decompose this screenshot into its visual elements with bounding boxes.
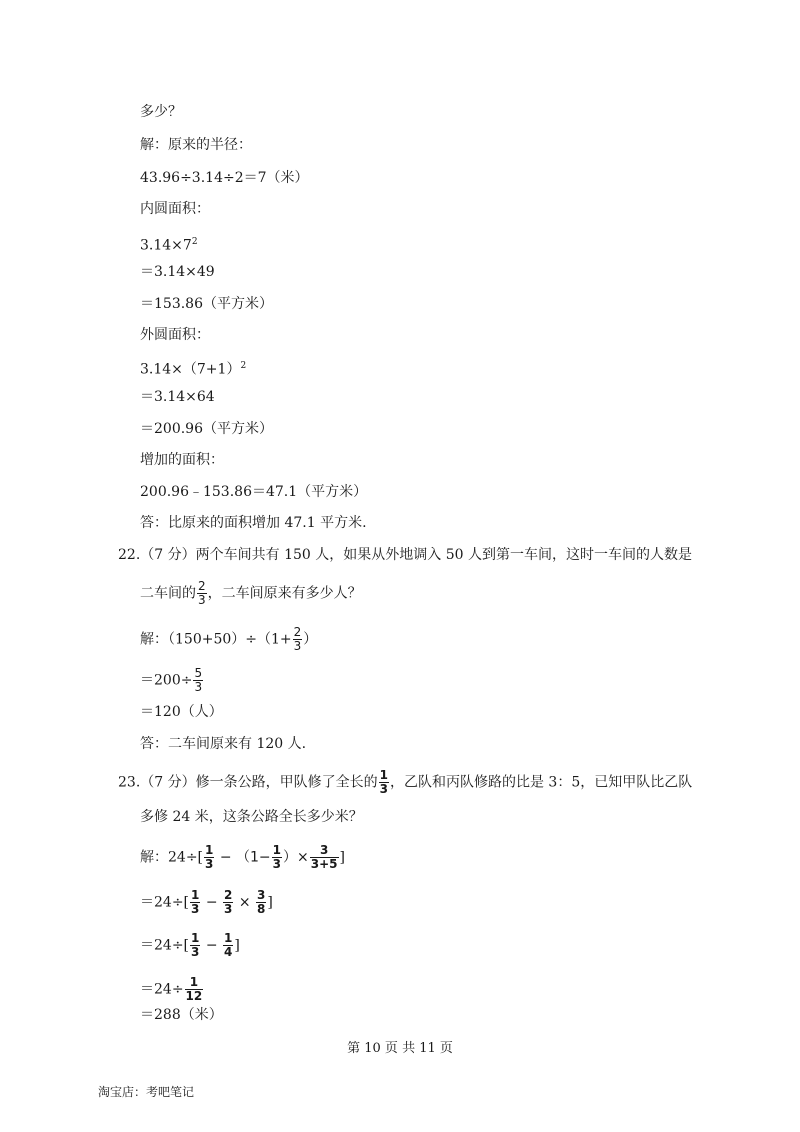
q22-line-3-text-a: 解：（150+50）÷（1+	[140, 631, 292, 648]
q23-line-4	[140, 889, 273, 916]
q23-line-4-text-a: ＝24÷[	[140, 894, 190, 911]
q22-fraction-two-thirds	[197, 580, 207, 607]
q21-line-5: ＝3.14×49	[140, 264, 215, 280]
fraction-denominator: 3	[293, 639, 302, 653]
q21-line-8-base: 3.14×（7+1）	[140, 361, 241, 378]
q23-line-1	[118, 769, 692, 796]
q22-line-3-fraction	[293, 626, 303, 653]
q22-line-4-fraction	[193, 667, 203, 694]
q21-line-1: 解：原来的半径：	[140, 137, 252, 153]
fraction-numerator: 1	[205, 843, 214, 857]
q23-line-6	[140, 976, 204, 1003]
q23-line-4-fraction-3	[256, 889, 266, 916]
q22-line-2-text-b: ，二车间原来有多少人？	[207, 585, 362, 602]
q23-line-3	[140, 844, 345, 871]
q23-line-5-fraction-2	[223, 932, 233, 959]
q23-line-3-text-a: 解：24÷[	[140, 849, 204, 866]
q21-line-4-exponent: 2	[191, 237, 198, 247]
fraction-numerator: 1	[272, 843, 282, 857]
q22-line-2	[140, 580, 362, 607]
q21-line-8-exponent: 2	[240, 361, 247, 371]
q21-line-2: 43.96÷3.14÷2＝7（米）	[140, 170, 309, 186]
q21-line-6: ＝153.86（平方米）	[140, 296, 273, 312]
q21-line-12: 200.96﹣153.86＝47.1（平方米）	[140, 484, 368, 500]
q22-line-3	[140, 626, 317, 653]
q23-line-5-text-a: ＝24÷[	[140, 937, 190, 954]
q22-line-2-text-a: 二车间的	[140, 585, 196, 602]
q23-line-1-text-a: 23.（7 分）修一条公路，甲队修了全长的	[118, 774, 378, 791]
fraction-denominator: 8	[257, 902, 266, 916]
q21-line-8	[140, 356, 246, 380]
q21-line-4	[140, 232, 198, 256]
shop-watermark: 淘宝店：考吧笔记	[98, 1085, 195, 1099]
fraction-numerator: 3	[257, 888, 266, 902]
fraction-denominator: 3	[205, 857, 214, 871]
fraction-numerator: 5	[194, 666, 203, 680]
fraction-numerator: 1	[224, 931, 233, 945]
fraction-denominator: 3	[198, 593, 206, 607]
fraction-denominator: 3	[224, 902, 233, 916]
q21-line-13: 答：比原来的面积增加 47.1 平方米.	[140, 515, 367, 531]
q23-line-3-fraction-1	[204, 844, 214, 871]
fraction-numerator: 1	[191, 931, 200, 945]
fraction-numerator: 2	[293, 625, 302, 639]
q23-line-6-fraction	[185, 976, 204, 1003]
fraction-numerator: 3	[310, 844, 339, 858]
fraction-numerator: 2	[224, 888, 233, 902]
q21-line-9: ＝3.14×64	[140, 389, 215, 405]
q21-line-4-base: 3.14×7	[140, 237, 192, 254]
q23-line-4-text-x: ×	[234, 894, 256, 911]
fraction-denominator: 3+5	[310, 857, 338, 871]
q21-line-10: ＝200.96（平方米）	[140, 421, 273, 437]
q22-line-5: ＝120（人）	[140, 704, 223, 720]
fraction-denominator: 3	[191, 902, 200, 916]
q23-line-6-text-a: ＝24÷	[140, 981, 184, 998]
fraction-denominator: 12	[185, 989, 203, 1003]
q21-line-7: 外圆面积：	[140, 327, 210, 343]
fraction-denominator: 3	[194, 680, 203, 694]
q23-line-5-text-e: ]	[234, 937, 240, 954]
q23-line-4-fraction-2	[223, 889, 233, 916]
q23-line-5	[140, 932, 240, 959]
q21-line-11: 增加的面积：	[140, 452, 224, 468]
fraction-numerator: 1	[379, 768, 388, 782]
fraction-numerator: 1	[185, 976, 204, 990]
q23-line-4-text-m: −	[201, 894, 223, 911]
q23-line-4-fraction-1	[190, 889, 200, 916]
q21-line-3: 内圆面积：	[140, 201, 210, 217]
q23-line-5-text-m: −	[201, 937, 223, 954]
q22-line-1: 22.（7 分）两个车间共有 150 人，如果从外地调入 50 人到第一车间，这时一车间的人数是	[118, 547, 692, 563]
fraction-denominator: 3	[191, 945, 200, 959]
q23-line-3-text-e: ]	[339, 849, 345, 866]
q22-line-3-text-b: ）	[303, 631, 318, 648]
fraction-denominator: 3	[379, 782, 388, 796]
page-number-footer: 第 10 页 共 11 页	[347, 1041, 453, 1056]
fraction-numerator: 1	[191, 888, 200, 902]
q23-line-5-fraction-1	[190, 932, 200, 959]
q22-line-6: 答：二车间原来有 120 人.	[140, 736, 307, 752]
fraction-numerator: 2	[198, 579, 206, 593]
q22-line-4	[140, 667, 204, 694]
q23-line-3-fraction-3	[310, 844, 339, 871]
q21-line-0: 多少？	[140, 104, 182, 120]
q23-line-7: ＝288（米）	[140, 1007, 223, 1023]
q23-line-4-text-e: ]	[267, 894, 273, 911]
q22-line-4-text-a: ＝200÷	[140, 672, 193, 689]
q23-line-3-fraction-2	[272, 844, 282, 871]
fraction-denominator: 4	[224, 945, 233, 959]
q23-line-3-text-m: − （1−	[215, 849, 271, 866]
fraction-denominator: 3	[272, 857, 282, 871]
q23-line-3-text-x: ）×	[283, 849, 309, 866]
q23-line-2: 多修 24 米，这条公路全长多少米？	[140, 809, 363, 825]
q23-fraction-one-third	[379, 769, 389, 796]
q23-line-1-text-b: ，乙队和丙队修路的比是 3：5，已知甲队比乙队	[389, 774, 693, 791]
